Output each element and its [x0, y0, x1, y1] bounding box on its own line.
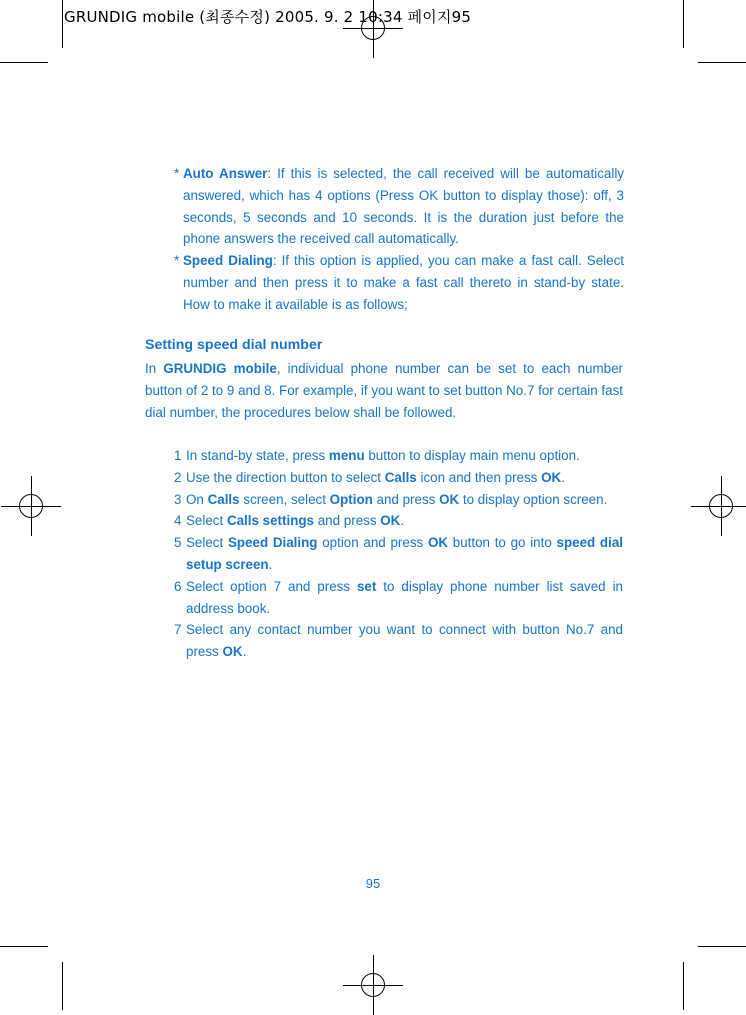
steps-list: [174, 445, 623, 663]
crop-mark: [62, 962, 63, 1010]
step-text: OK: [427, 535, 449, 551]
step-text: Select any contact number you want to connect with button No.7 and press: [186, 622, 623, 660]
page-number: 95: [365, 876, 381, 891]
step-text: Calls settings: [226, 513, 315, 529]
step-text: option and press: [317, 535, 428, 551]
step-text: In stand-by state, press: [186, 448, 329, 463]
bullet-auto-answer: [174, 163, 624, 250]
crop-mark: [62, 0, 63, 48]
bullet-text: : If this option is applied, you can make a fast call. Select number and then press it to make a fast call thereto in stand-by state. How to make it available is as follows;: [183, 253, 624, 312]
step-text: and press: [372, 491, 440, 507]
step-text: .: [561, 469, 565, 485]
registration-mark-left: [13, 488, 49, 524]
step-item: [174, 576, 623, 620]
step-item: [174, 532, 623, 576]
bullet-star: *: [174, 166, 180, 181]
step-text: button to go into: [448, 535, 557, 551]
step-text: button to display main menu option.: [364, 448, 580, 463]
step-text: icon and then press: [416, 469, 542, 485]
step-number: 3: [174, 491, 182, 507]
step-text: Use the direction button to select: [186, 469, 385, 485]
step-text: OK: [439, 491, 460, 507]
step-text: .: [268, 556, 273, 572]
print-header: GRUNDIG mobile (최종수정) 2005. 9. 2 10:34 페이지95: [64, 8, 472, 26]
crop-mark: [0, 62, 48, 63]
step-item: [174, 445, 623, 467]
crop-mark: [698, 946, 746, 947]
step-text: menu: [328, 448, 365, 463]
section-heading: Setting speed dial number: [145, 337, 323, 353]
step-item: [174, 489, 623, 511]
bullet-text: : If this is selected, the call received will be automatically answered, which has 4 options (Press OK button to display those): off, 3 seconds, 5 seconds and 10 seconds. It is the duration just before the phone answers the received call automatically.: [183, 166, 624, 247]
step-item: [174, 619, 623, 663]
step-text: .: [400, 513, 405, 529]
section-intro: [145, 358, 623, 423]
step-text: OK: [380, 513, 401, 529]
intro-text: , individual phone number can be set to each number button of 2 to 9 and 8. For example, if you want to set button No.7 for certain fast dial number, the procedures below shall be followed.: [145, 361, 624, 420]
step-number: 5: [174, 535, 182, 551]
bullet-star: *: [174, 253, 180, 268]
step-text: Option: [329, 491, 373, 507]
step-text: screen, select: [239, 491, 330, 507]
bullet-speed-dialing: [174, 250, 624, 315]
step-number: 1: [174, 448, 182, 463]
step-text: Select: [186, 513, 227, 529]
bullet-title: Auto Answer: [183, 166, 268, 181]
registration-mark-right: [703, 488, 739, 524]
step-text: On: [186, 491, 208, 507]
crop-mark: [698, 62, 746, 63]
step-number: 4: [174, 513, 182, 529]
step-number: 6: [174, 578, 182, 594]
step-text: Calls: [384, 469, 417, 485]
step-text: Select option 7 and press: [186, 578, 357, 594]
crop-mark: [683, 0, 684, 48]
step-text: Calls: [207, 491, 240, 507]
crop-mark: [0, 946, 48, 947]
crop-mark: [683, 962, 684, 1010]
step-text: .: [242, 644, 247, 660]
step-number: 2: [174, 469, 182, 485]
intro-prefix: In: [145, 361, 164, 376]
bullet-title: Speed Dialing: [183, 253, 273, 268]
registration-mark-bottom: [355, 967, 391, 1003]
step-text: and press: [314, 513, 381, 529]
step-text: OK: [222, 644, 243, 660]
intro-brand: GRUNDIG mobile: [163, 361, 277, 376]
step-text: Select: [186, 535, 228, 551]
step-number: 7: [174, 622, 182, 638]
step-text: OK: [541, 469, 562, 485]
step-item: [174, 467, 623, 489]
step-text: Speed Dialing: [227, 535, 318, 551]
step-text: to display option screen.: [459, 491, 608, 507]
step-text: set: [356, 578, 377, 594]
step-text: to display phone number list saved in address book.: [186, 578, 623, 616]
step-item: [174, 510, 623, 532]
step-text: speed dial setup screen: [186, 535, 624, 572]
